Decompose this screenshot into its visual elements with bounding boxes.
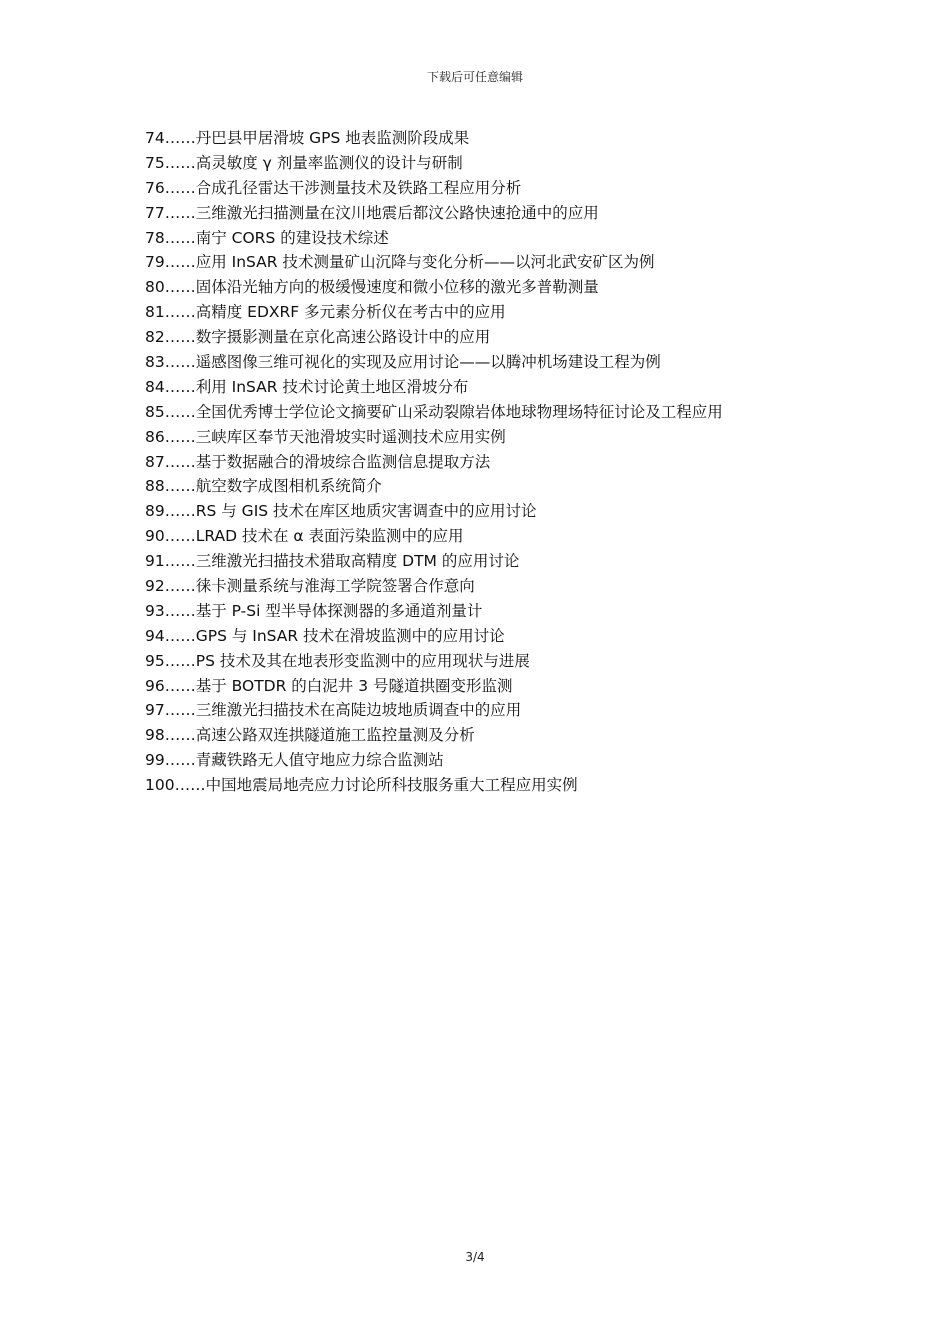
toc-item: 88……航空数字成图相机系统简介 (145, 477, 382, 496)
toc-item: 86……三峡库区奉节天池滑坡实时遥测技术应用实例 (145, 427, 506, 446)
toc-item: 75……高灵敏度 γ 剂量率监测仪的设计与研制 (145, 153, 463, 172)
toc-item: 77……三维激光扫描测量在汶川地震后都汶公路快速抢通中的应用 (145, 203, 599, 222)
toc-item: 99……青藏铁路无人值守地应力综合监测站 (145, 751, 444, 770)
toc-item: 100……中国地震局地壳应力讨论所科技服务重大工程应用实例 (145, 776, 578, 795)
table-of-contents (145, 126, 723, 798)
toc-item: 82……数字摄影测量在京化高速公路设计中的应用 (145, 328, 491, 347)
toc-item: 93……基于 P-Si 型半导体探测器的多通道剂量计 (145, 601, 483, 620)
toc-item: 79……应用 InSAR 技术测量矿山沉降与变化分析——以河北武安矿区为例 (145, 253, 655, 272)
toc-item: 81……高精度 EDXRF 多元素分析仪在考古中的应用 (145, 303, 506, 322)
page-number: 3/4 (465, 1250, 485, 1264)
toc-item: 95……PS 技术及其在地表形变监测中的应用现状与进展 (145, 651, 530, 670)
toc-item: 83……遥感图像三维可视化的实现及应用讨论——以腾冲机场建设工程为例 (145, 353, 661, 372)
toc-item: 94……GPS 与 InSAR 技术在滑坡监测中的应用讨论 (145, 626, 505, 645)
toc-item: 91……三维激光扫描技术猎取高精度 DTM 的应用讨论 (145, 552, 520, 571)
toc-item: 90……LRAD 技术在 α 表面污染监测中的应用 (145, 527, 464, 546)
toc-item: 89……RS 与 GIS 技术在库区地质灾害调查中的应用讨论 (145, 502, 537, 521)
toc-item: 96……基于 BOTDR 的白泥井 3 号隧道拱圈变形监测 (145, 676, 513, 695)
toc-item: 98……高速公路双连拱隧道施工监控量测及分析 (145, 726, 475, 745)
toc-item: 92……徕卡测量系统与淮海工学院签署合作意向 (145, 577, 475, 596)
toc-item: 87……基于数据融合的滑坡综合监测信息提取方法 (145, 452, 491, 471)
toc-item: 97……三维激光扫描技术在高陡边坡地质调查中的应用 (145, 701, 522, 720)
toc-item: 74……丹巴县甲居滑坡 GPS 地表监测阶段成果 (145, 129, 470, 147)
toc-item: 76……合成孔径雷达干涉测量技术及铁路工程应用分析 (145, 178, 522, 197)
page-header: 下载后可任意编辑 (426, 70, 523, 84)
toc-item: 84……利用 InSAR 技术讨论黄土地区滑坡分布 (145, 377, 469, 396)
toc-item: 78……南宁 CORS 的建设技术综述 (145, 228, 389, 247)
toc-item: 80……固体沿光轴方向的极缓慢速度和微小位移的激光多普勒测量 (145, 278, 599, 297)
toc-item: 85……全国优秀博士学位论文摘要矿山采动裂隙岩体地球物理场特征讨论及工程应用 (145, 402, 723, 421)
